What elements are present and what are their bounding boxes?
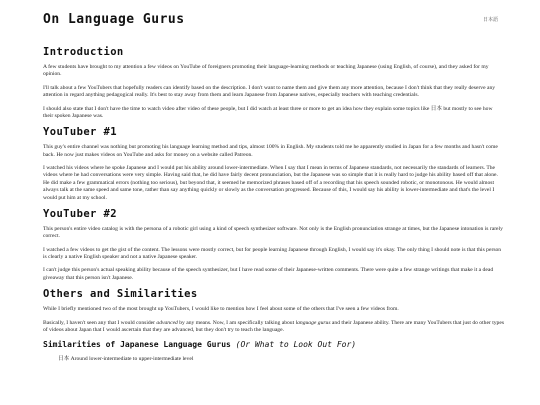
section-heading-youtuber-1: YouTuber #1 (43, 126, 117, 139)
subsection-heading-sub: (Or What to Look Out For) (235, 340, 357, 350)
paragraph: A few students have brought to my attention a few videos on YouTube of foreigners promoting their language-learning methods or teaching Japanese (using English, of course), and they asked for my opinion. (43, 64, 489, 78)
list-item: 日本 Around lower-intermediate to upper-intermediate level (58, 356, 194, 363)
paragraph (43, 320, 504, 335)
paragraph: I watched a few videos to get the gist of the content. The lessons were mostly correct, but for people learning Japanese through English, I would say it's okay. The only thing I should note is that this person is clearly a native English speaker and not a native Japanese speaker. (43, 246, 502, 260)
paragraph: This person's entire video catalog is with the persona of a robotic girl using a kind of speech synthesizer software. Not only is the English pronunciation strange at times, but the Japanese intonation is rarely correct. (43, 225, 503, 240)
text-fragment: by any means. Now, I am specifically talking about (177, 319, 296, 326)
paragraph: I should also state that I don't have the time to watch video after video of these people, but I did watch at least three or more to get an idea how they explain some topics like 日本 but mostly to see how their spoken Japanese was. (43, 105, 493, 119)
article-body (43, 46, 504, 364)
emphasis-text: language gurus (295, 319, 331, 326)
text-fragment: and their Japanese ability. There are many YouTubers that just do other types of videos about Japan that I would ascertain that they are advanced, but they don't try to teach the language. (43, 319, 505, 333)
paragraph: This guy's entire channel was nothing but promoting his language learning method and tips, almost 100% in English. My students told me he apparently studied in Japan for a few months and hasn't come back. He now just makes videos on YouTube and asks for money on a website called Patreon. (43, 144, 498, 158)
page-title: On Language Gurus (43, 12, 185, 27)
subsection-heading-main: Similarities of Japanese Language Gurus (43, 340, 231, 350)
emphasis-text: advanced (156, 319, 178, 326)
paragraph: I can't judge this person's actual speaking ability because of the speech synthesizer, but I have read some of their Japanese-written comments. There were quite a few strange writings that make it a dead giveaway that this person isn't Japanese. (43, 267, 494, 281)
section-heading-introduction: Introduction (43, 46, 124, 58)
paragraph: I watched his videos where he spoke Japanese and I would put his ability around lower-intermediate. When I say that I mean in terms of Japanese standards, not necessarily the standards of learners. The videos where he had conversations were very simple. Having said that, he did have fairly decent pronunciation, but the Japanese was so simple that it is really hard to judge his ability based off that alone. He did make a few grammatical errors (nothing too serious), but beyond that, it seemed he memorized phrases based off of a recording that his speech sounded robotic, or monotonous. He would almost always talk at the same speed and same tone, rather than say anything quickly or slowly as the conversation progressed. Because of this, I would say his ability is lower-intermediate and that's the level I would put him at my school. (43, 165, 498, 201)
section-heading-youtuber-2: YouTuber #2 (43, 207, 117, 220)
language-switch-link[interactable]: 日本語 (482, 17, 498, 23)
subsection-heading-similarities (43, 340, 504, 349)
section-heading-others: Others and Similarities (43, 288, 198, 301)
paragraph: I'll talk about a few YouTubers that hopefully readers can identify based on the description. I don't want to name them and give them any more attention, because I don't think that they really deserve any attention in regard anything pedagogical really. It's best to stay away from them and learn Japanese from Japanese natives, especially teachers with teaching credentials. (43, 84, 496, 99)
text-fragment: Basically, I haven't seen any that I would consider (43, 319, 157, 326)
similarities-list (43, 356, 504, 363)
paragraph: While I briefly mentioned two of the most brought up YouTubers, I would like to mention how I feel about some of the others that I've seen a few videos from. (43, 306, 399, 313)
